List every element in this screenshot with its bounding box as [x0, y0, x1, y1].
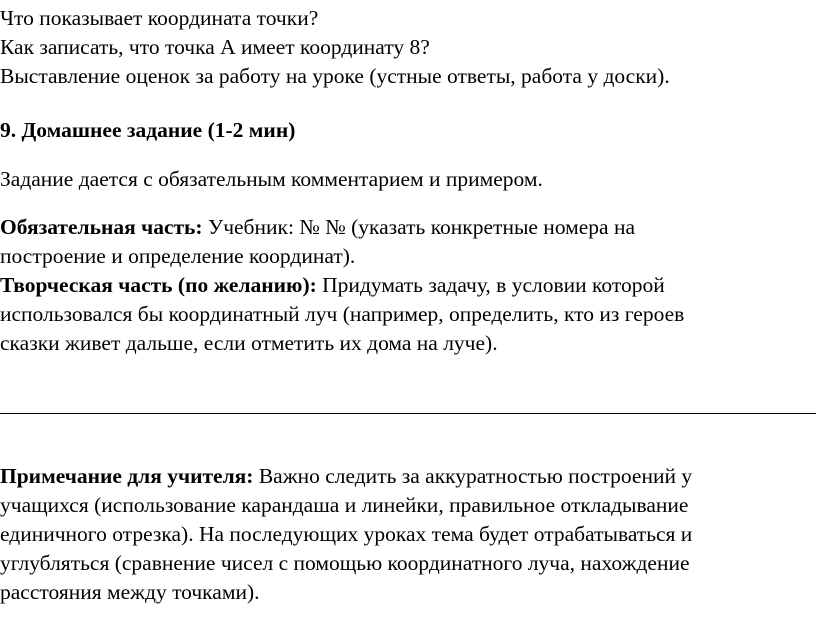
teacher-note-line3: единичного отрезка). На последующих уроках тема будет отрабатываться и: [0, 522, 693, 546]
homework-description: Задание дается с обязательным комментарием и примером.: [0, 167, 543, 191]
mandatory-part-label: Обязательная часть:: [0, 215, 203, 239]
intro-line: Выставление оценок за работу на уроке (устные ответы, работа у доски).: [0, 64, 670, 88]
teacher-note-line1: [0, 462, 808, 491]
creative-part-line1: [0, 271, 808, 300]
teacher-note-text: Важно следить за аккуратностью построений у: [253, 464, 693, 488]
creative-part-text: Придумать задачу, в условии которой: [316, 273, 665, 297]
homework-heading-block: [0, 116, 808, 145]
mandatory-part-line2: построение и определение координат).: [0, 244, 356, 268]
teacher-note-line5: расстояния между точками).: [0, 580, 260, 604]
creative-part-line2: использовался бы координатный луч (например, определить, кто из героев: [0, 302, 685, 326]
teacher-note-line2: учащихся (использование карандаша и линейки, правильное откладывание: [0, 493, 689, 517]
intro-line: Что показывает координата точки?: [0, 6, 319, 30]
mandatory-part-text: Учебник: № № (указать конкретные номера на: [202, 215, 636, 239]
creative-part-line3: сказки живет дальше, если отметить их дома на луче).: [0, 331, 498, 355]
mandatory-part-line1: [0, 213, 808, 242]
horizontal-divider: [0, 413, 816, 414]
intro-line: Как записать, что точка А имеет координату 8?: [0, 35, 430, 59]
homework-parts: [0, 213, 808, 358]
teacher-note-label: Примечание для учителя:: [0, 464, 254, 488]
teacher-note-line4: углубляться (сравнение чисел с помощью координатного луча, нахождение: [0, 551, 690, 575]
homework-heading: 9. Домашнее задание (1-2 мин): [0, 118, 296, 142]
homework-description-block: [0, 165, 808, 194]
intro-questions: [0, 4, 808, 91]
creative-part-label: Творческая часть (по желанию):: [0, 273, 317, 297]
teacher-note: [0, 462, 808, 607]
